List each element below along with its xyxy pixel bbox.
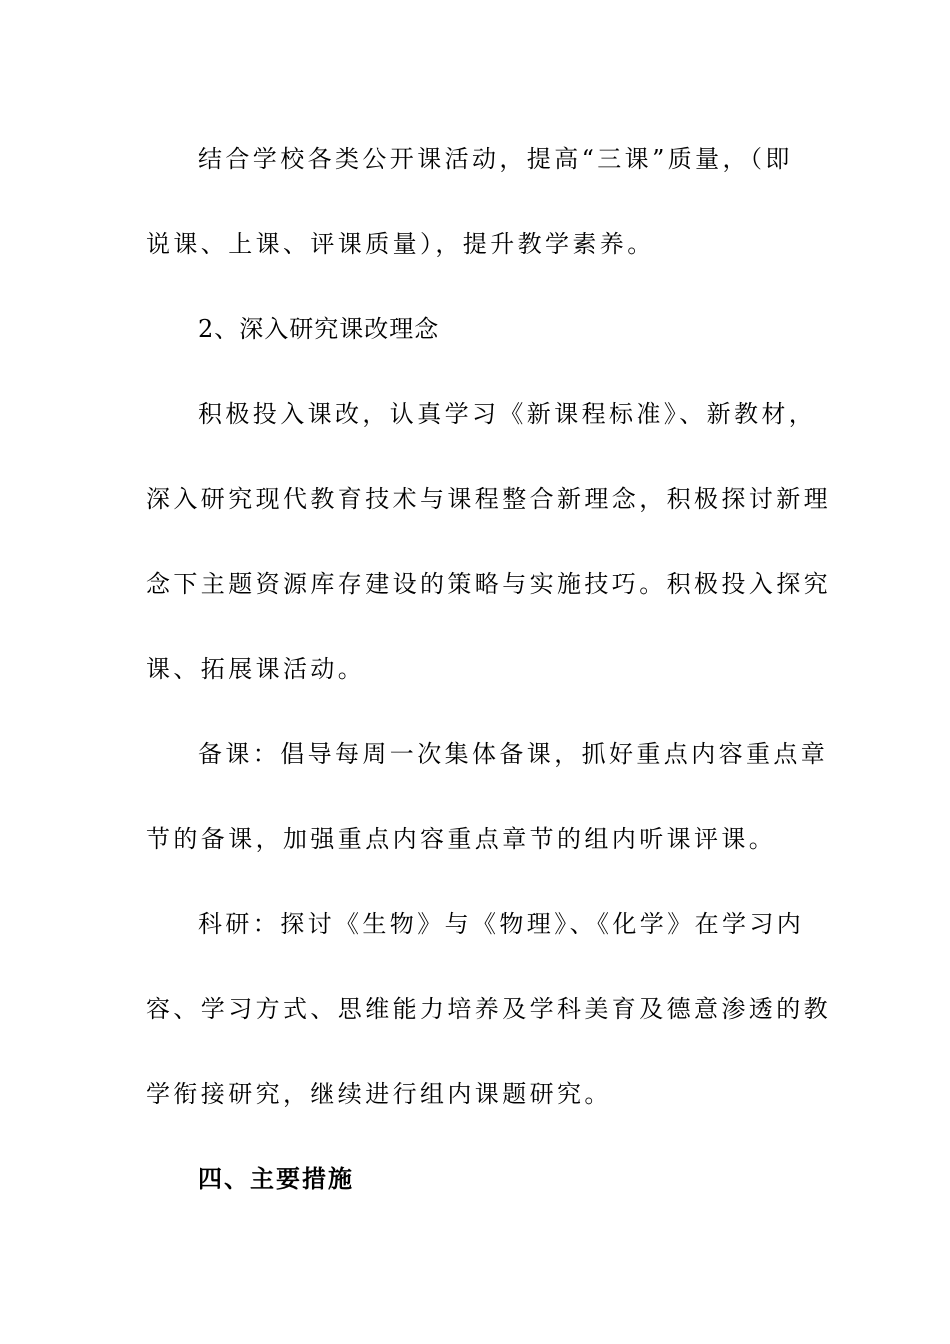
paragraph-line: 备课：倡导每周一次集体备课，抓好重点内容重点章 [198, 740, 829, 768]
paragraph-line: 说课、上课、评课质量），提升教学素养。 [146, 230, 655, 258]
paragraph-curriculum-reform [146, 393, 831, 690]
paragraph-line: 容、学习方式、思维能力培养及学科美育及德意渗透的教 [146, 995, 831, 1023]
section-heading-main-measures [146, 1158, 810, 1200]
paragraph-line: 深入研究现代教育技术与课程整合新理念，积极探讨新理 [146, 485, 831, 513]
paragraph-open-classes [146, 138, 810, 265]
paragraph-line: 结合学校各类公开课活动，提高“三课”质量，（即 [198, 145, 793, 173]
paragraph-line: 念下主题资源库存建设的策略与实施技巧。积极投入探究 [146, 570, 831, 598]
section-heading: 四、主要措施 [198, 1165, 354, 1193]
document-body [146, 138, 831, 1200]
paragraph-line: 积极投入课改，认真学习《新课程标准》、新教材， [198, 400, 817, 428]
subheading-text: 2、深入研究课改理念 [198, 315, 440, 343]
paragraph-line: 科研：探讨《生物》与《物理》、《化学》在学习内 [198, 910, 805, 938]
paragraph-research [146, 903, 831, 1115]
paragraph-line: 课、拓展课活动。 [146, 655, 366, 683]
subheading-curriculum-reform [146, 308, 810, 350]
paragraph-line: 节的备课，加强重点内容重点章节的组内听课评课。 [146, 825, 777, 853]
paragraph-line: 学衔接研究，继续进行组内课题研究。 [146, 1080, 612, 1108]
paragraph-lesson-preparation [146, 733, 829, 860]
